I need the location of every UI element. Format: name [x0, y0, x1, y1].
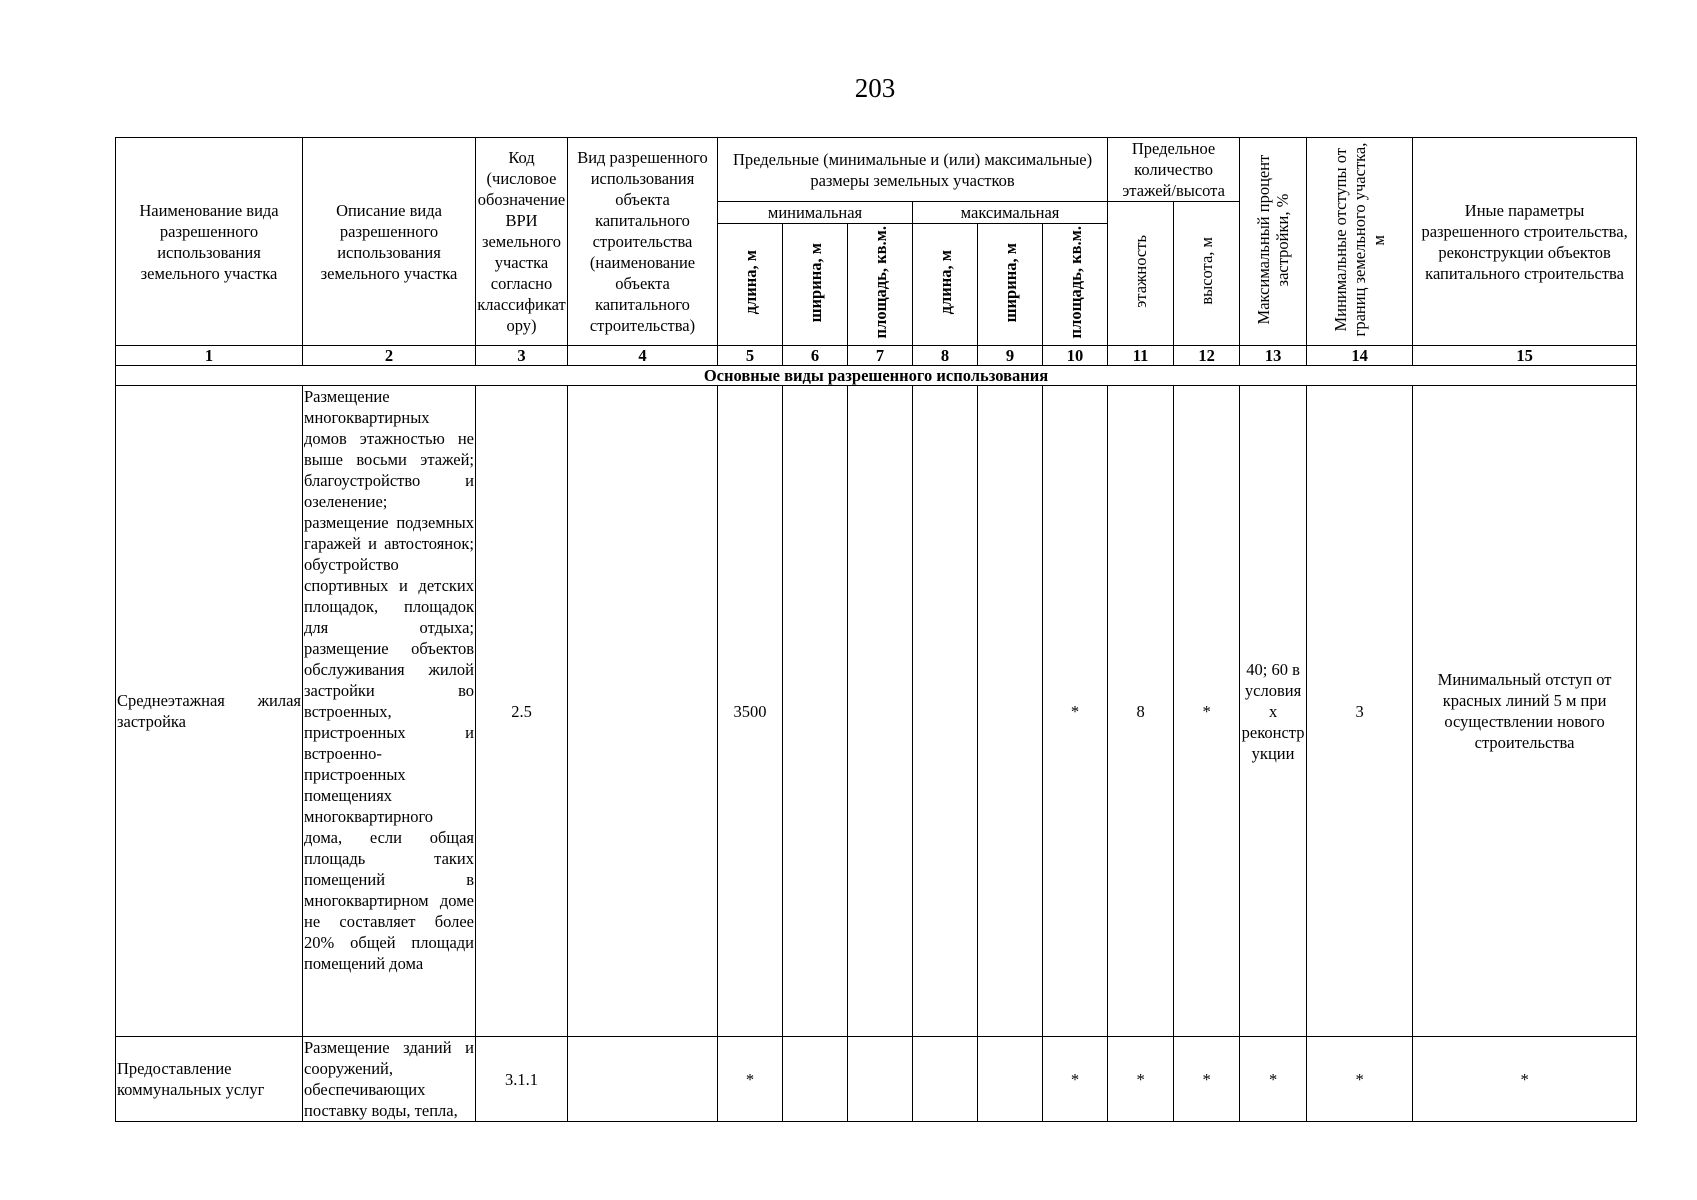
row-min-length: * [718, 1037, 783, 1122]
header-min-width-label: ширина, м [805, 242, 825, 322]
row-code: 2.5 [476, 386, 568, 1037]
row-oks [568, 386, 718, 1037]
column-number: 8 [913, 346, 978, 366]
header-code: Код (числовое обозначение ВРИ земельного участка согласно классификатору) [476, 138, 568, 346]
row-max-length [913, 386, 978, 1037]
row-description: Размещение многоквартирных домов этажностью не выше восьми этажей; благоустройство и озеленение; размещение подземных гаражей и автостоянок; обустройство спортивных и детских площадок, площадок для отдыха; размещение объектов обслуживания жилой застройки во встроенных, пристроенных и встроенно-пристроенных помещениях многоквартирного дома, если общая площадь таких помещений в многоквартирном доме не составляет более 20% общей площади помещений дома [303, 386, 476, 1037]
row-code: 3.1.1 [476, 1037, 568, 1122]
column-number: 9 [978, 346, 1043, 366]
row-max-length [913, 1037, 978, 1122]
table-row [116, 386, 1637, 1037]
row-floors: * [1108, 1037, 1174, 1122]
column-number: 4 [568, 346, 718, 366]
row-oks [568, 1037, 718, 1122]
row-max-width [978, 1037, 1043, 1122]
row-max-width [978, 386, 1043, 1037]
header-max-width [978, 224, 1043, 346]
row-other: * [1413, 1037, 1637, 1122]
header-row-1 [116, 138, 1637, 202]
header-min-length-label: длина, м [740, 250, 760, 315]
column-number: 5 [718, 346, 783, 366]
column-number: 7 [848, 346, 913, 366]
row-build-percent: * [1240, 1037, 1307, 1122]
header-max-area [1043, 224, 1108, 346]
row-floors: 8 [1108, 386, 1174, 1037]
section-row [116, 366, 1637, 386]
header-size-group: Предельные (минимальные и (или) максимальные) размеры земельных участков [718, 138, 1108, 202]
row-height: * [1174, 1037, 1240, 1122]
header-setback-label: Минимальные отступы от границ земельного участка, м [1331, 142, 1389, 337]
row-min-width [783, 386, 848, 1037]
row-build-percent: 40; 60 в условиях реконструкции [1240, 386, 1307, 1037]
row-name: Среднеэтажная жилая застройка [116, 386, 303, 1037]
row-max-area: * [1043, 1037, 1108, 1122]
table-row [116, 1037, 1637, 1122]
header-min-width [783, 224, 848, 346]
column-number: 3 [476, 346, 568, 366]
header-description: Описание вида разрешенного использования земельного участка [303, 138, 476, 346]
column-number: 12 [1174, 346, 1240, 366]
row-name: Предоставление коммунальных услуг [116, 1037, 303, 1122]
header-other: Иные параметры разрешенного строительства, реконструкции объектов капитального строительства [1413, 138, 1637, 346]
header-floors [1108, 202, 1174, 346]
header-build-percent-label: Максимальный процент застройки, % [1254, 154, 1293, 325]
header-height [1174, 202, 1240, 346]
row-description: Размещение зданий и сооружений, обеспечивающих поставку воды, тепла, [304, 1038, 474, 1121]
header-max-area-label: площадь, кв.м. [1065, 226, 1085, 339]
row-setback: 3 [1307, 386, 1413, 1037]
header-max-length-label: длина, м [935, 250, 955, 315]
row-height: * [1174, 386, 1240, 1037]
header-build-percent [1240, 138, 1307, 346]
column-number: 13 [1240, 346, 1307, 366]
column-number: 15 [1413, 346, 1637, 366]
header-min-area-label: площадь, кв.м. [870, 226, 890, 339]
header-min: минимальная [718, 202, 913, 224]
header-floors-label: этажность [1131, 234, 1151, 308]
header-max-length [913, 224, 978, 346]
row-other: Минимальный отступ от красных линий 5 м при осуществлении нового строительства [1413, 386, 1637, 1037]
row-min-area [848, 1037, 913, 1122]
header-height-label: высота, м [1197, 237, 1217, 306]
header-max-width-label: ширина, м [1000, 242, 1020, 322]
page-number: 203 [854, 73, 896, 103]
column-number: 6 [783, 346, 848, 366]
row-min-area [848, 386, 913, 1037]
header-min-length [718, 224, 783, 346]
column-number: 1 [116, 346, 303, 366]
row-min-width [783, 1037, 848, 1122]
header-min-area [848, 224, 913, 346]
section-title: Основные виды разрешенного использования [116, 366, 1637, 386]
header-max: максимальная [913, 202, 1108, 224]
header-name: Наименование вида разрешенного использования земельного участка [116, 138, 303, 346]
row-max-area: * [1043, 386, 1108, 1037]
header-floors-group: Предельное количество этажей/высота [1108, 138, 1240, 202]
land-use-table [115, 137, 1637, 1122]
column-number: 11 [1108, 346, 1174, 366]
row-min-length: 3500 [718, 386, 783, 1037]
column-numbers-row [116, 346, 1637, 366]
column-number: 2 [303, 346, 476, 366]
header-oks: Вид разрешенного использования объекта капитального строительства (наименование объекта капитального строительства) [568, 138, 718, 346]
row-setback: * [1307, 1037, 1413, 1122]
column-number: 14 [1307, 346, 1413, 366]
header-setback [1307, 138, 1413, 346]
column-number: 10 [1043, 346, 1108, 366]
